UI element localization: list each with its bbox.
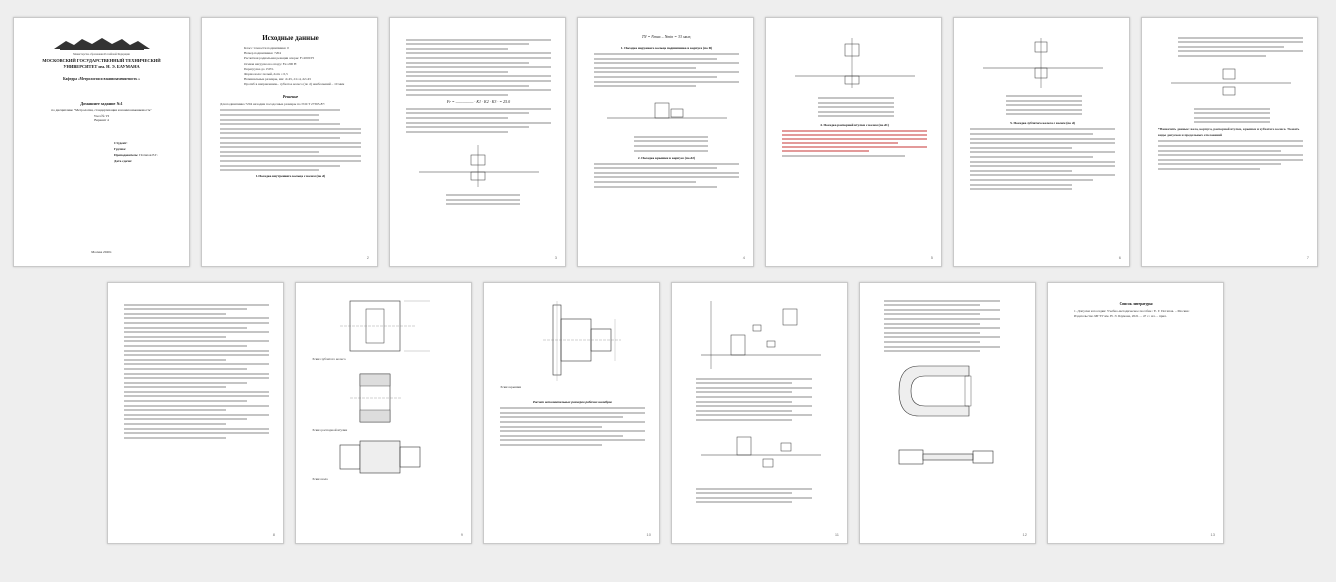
document-page-1[interactable] [13, 17, 190, 267]
data-item: Форма вала: полый, dотв = 0,5 [244, 72, 288, 77]
section-title: Расчет исполнительных размеров рабочих калибров [533, 400, 612, 405]
gauge-tolerance-diagram [691, 295, 831, 375]
tolerance-diagram [973, 36, 1113, 91]
task-number: Узел № VI [93, 113, 110, 118]
sketch-caption: Эскиз распорной втулки [312, 428, 348, 433]
initial-data-list [220, 46, 361, 88]
sleeve-sketch [320, 368, 450, 428]
data-item: Номер подшипника: 7204 [244, 51, 281, 56]
title-info-block [114, 140, 189, 164]
data-item: Класс точности подшипника: 0 [244, 46, 289, 50]
section-title: 2. Посадка крышки в корпусе (по d2) [637, 155, 696, 160]
gauge-tolerance-diagram [691, 425, 831, 485]
document-page-5[interactable]: 4. Посадка распорной втулки с валом (по d1) 5 [765, 17, 942, 267]
text-lines [782, 155, 927, 157]
text-lines [406, 194, 551, 205]
tolerance-diagram [597, 93, 737, 133]
text-lines [124, 304, 269, 439]
solution-heading: Решение [282, 93, 299, 99]
data-item: Осевая нагрузка на опору: Fa=200 Н [244, 61, 297, 66]
teacher-name: Потапов Е.Г. [139, 152, 158, 157]
document-page-7[interactable]: *Назначить данные: вала, корпуса, распорной втулки, крышки и зубчатого колеса. Указать виды допусков и предельных отклонений 7 [1141, 17, 1318, 267]
text-lines [1158, 108, 1303, 124]
highlighted-note [782, 130, 927, 152]
references-heading: Список литературы: [1119, 302, 1154, 306]
tolerance-diagram [785, 36, 925, 91]
text-lines [876, 300, 1021, 353]
snap-gauge-sketch [879, 356, 1019, 426]
sketch-caption: Эскиз зубчатого колеса [312, 357, 346, 361]
sketch-caption: Эскиз крышки [500, 385, 522, 389]
reference-text: Допуски и посадки: Учебно-методическое пособие / Е. Г. Потапов. – Москва: Издательство МГТУ им. Н. Э. Баумана, 2021. – 47 с.: ил. – прил. [1074, 309, 1190, 319]
variant-number: Вариант 4 [94, 117, 109, 122]
formula: TN = Nmax – Nmin = 33 мкм; [641, 34, 692, 39]
date-label: Дата сдачи: [114, 158, 132, 163]
page-heading: Исходные данные [262, 34, 319, 42]
sketch-caption: Эскиз вала [312, 477, 328, 482]
text-lines [688, 378, 833, 421]
student-label: Студент: [114, 140, 128, 145]
teacher-label: Преподаватель: [114, 152, 139, 157]
cover-sketch [503, 295, 643, 385]
section-title: 1. Посадка наружного кольца подшипника в корпусе (по D) [620, 46, 713, 50]
formula: Fr = ————— · K1 · K2 · K3 · = 25.0 [446, 98, 511, 104]
document-page-12[interactable]: 12 [859, 282, 1036, 544]
document-page-10[interactable]: Эскиз крышки Расчет исполнительных размеров рабочих калибров 10 [483, 282, 660, 544]
text-lines [594, 53, 739, 87]
homework-title: Домашнее задание №1 [80, 101, 123, 107]
document-page-2[interactable]: Исходные данные Класс точности подшипника: 0 Номер подшипника: 7204 Расчетная радиальная реакция опоры: F=2000 Н Осевая нагрузка на опору: Fa=200 Н Перегрузка до 150% Форма вала: полый, dотв = 0,5 Номинальные размеры, мм: d=45, d1=4, d2=45 Прогиб в направлении... зубчатое колесо (по d) наибольший – 10 мкм Решение Для подшипника 7204 находим посадочные размеры по ГОСТ 27365-87: 1.Посадка внутреннего кольца с валом (по d) 2 [201, 17, 378, 267]
text-lines [688, 488, 833, 504]
document-page-8[interactable]: 8 [107, 282, 284, 544]
text-lines [970, 128, 1115, 190]
shaft-sketch [320, 437, 450, 477]
city-year: Москва 2020г. [91, 250, 112, 254]
reference-item: 1. Допуски и посадки: Учебно-методическое пособие / Е. Г. Потапов. – Москва: Издательство МГТУ им. Н. Э. Баумана, 2021. – 47 с.: ил. – прил. [1074, 309, 1190, 319]
text-lines [406, 108, 551, 133]
university-logo [52, 36, 152, 51]
data-item: Расчетная радиальная реакция опоры: F=2000 Н [244, 56, 314, 61]
text-lines [782, 97, 927, 117]
data-item: Номинальные размеры, мм: d=45, d1=4, d2=45 [244, 77, 312, 82]
university-name: МОСКОВСКИЙ ГОСУДАРСТВЕННЫЙ ТЕХНИЧЕСКИЙ УНИВЕРСИТЕТ им. Н. Э. БАУМАНА [42, 58, 161, 69]
tolerance-diagram [409, 137, 549, 192]
document-page-3[interactable]: Fr = ————— · K1 · K2 · K3 · = 25.0 3 [389, 17, 566, 267]
plug-gauge-sketch [879, 432, 1019, 482]
document-page-4[interactable]: TN = Nmax – Nmin = 33 мкм; 1. Посадка наружного кольца подшипника в корпусе (по D) 2. Посадка крышки в корпусе (по d2) 4 [577, 17, 754, 267]
discipline-text: по дисциплине "Метрология, стандартизация и взаимозаменяемость" [51, 108, 152, 113]
text-lines [1158, 140, 1303, 170]
section-title: 4. Посадка распорной втулки с валом (по d1) [820, 123, 889, 128]
section-title: 5. Посадка зубчатого колеса с валом (по d) [1010, 121, 1075, 126]
text-lines [1158, 37, 1303, 57]
text-lines [594, 136, 739, 152]
data-item: Перегрузка до 150% [244, 66, 274, 71]
solution-text: Для подшипника 7204 находим посадочные размеры по ГОСТ 27365-87: [220, 101, 325, 106]
data-item: Прогиб в направлении... зубчатое колесо (по d) наибольший – 10 мкм [244, 82, 345, 87]
text-lines [220, 109, 361, 171]
document-page-11[interactable]: 11 [671, 282, 848, 544]
document-page-13[interactable]: Список литературы: 1. Допуски и посадки: Учебно-методическое пособие / Е. Г. Потапов. – Москва: Издательство МГТУ им. Н. Э. Баумана, 2021. – 47 с.: ил. – прил. 13 [1047, 282, 1224, 544]
text-lines [406, 39, 551, 96]
text-lines [500, 407, 645, 446]
tolerance-diagram [1161, 61, 1301, 105]
task-note: *Назначить данные: вала, корпуса, распорной втулки, крышки и зубчатого колеса. Указать виды допусков и предельных отклонений [1158, 127, 1300, 137]
department-name: Кафедра «Метрология и взаимозаменяемость » [62, 77, 141, 82]
document-page-9[interactable]: Эскиз зубчатого колеса Эскиз распорной втулки Эскиз вала 9 [295, 282, 472, 544]
gear-sketch [320, 295, 450, 357]
section-title: 1.Посадка внутреннего кольца с валом (по d) [255, 174, 326, 179]
text-lines [970, 95, 1115, 115]
ministry-text: Министерство образования Российской Федерации [73, 53, 130, 56]
document-page-6[interactable]: 5. Посадка зубчатого колеса с валом (по d) 6 [953, 17, 1130, 267]
group-label: Группа: [114, 146, 127, 151]
text-lines [594, 163, 739, 188]
